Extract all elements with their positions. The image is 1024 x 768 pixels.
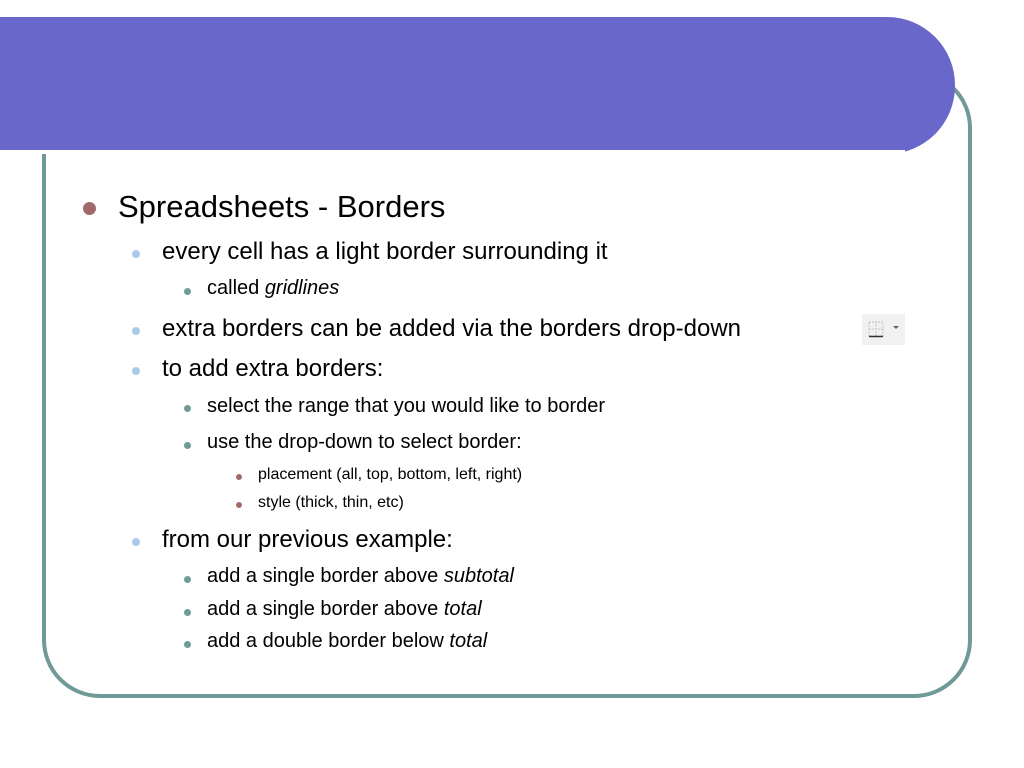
list-item [207, 630, 487, 653]
list-item [258, 466, 522, 484]
list-item-text: add a double border below [207, 630, 450, 652]
list-item-text: called [207, 277, 265, 299]
list-item [207, 277, 339, 300]
list-item-text: use the drop-down to select border: [207, 431, 522, 453]
list-item-text: style (thick, thin, etc) [258, 494, 404, 511]
bullet-marker [184, 442, 191, 449]
bullet-marker [184, 288, 191, 295]
list-item-text: extra borders can be added via the borders drop-down [162, 315, 742, 342]
list-item [162, 315, 741, 343]
list-item [207, 565, 514, 588]
bullet-marker [184, 576, 191, 583]
content-frame [42, 70, 972, 698]
list-item [162, 355, 383, 383]
list-item-text: Spreadsheets - Borders [118, 189, 446, 224]
title-divider [0, 150, 905, 154]
list-item [258, 494, 404, 512]
list-item [207, 598, 482, 621]
list-item [118, 189, 445, 225]
borders-dropdown-icon [862, 314, 905, 345]
title-bar [0, 17, 955, 154]
list-item [207, 431, 522, 454]
bullet-marker [236, 502, 242, 508]
list-item-text: placement (all, top, bottom, left, right) [258, 466, 523, 483]
bullet-marker [132, 367, 140, 375]
bullet-marker [132, 327, 140, 335]
borders-dropdown-button[interactable] [862, 314, 905, 345]
bullet-marker [132, 250, 140, 258]
bullet-marker [184, 641, 191, 648]
bullet-marker [184, 609, 191, 616]
list-item-text: add a single border above [207, 598, 444, 620]
list-item [162, 526, 453, 554]
bullet-marker [184, 405, 191, 412]
list-item-emphasis: subtotal [443, 565, 514, 587]
list-item-text: from our previous example: [162, 526, 453, 553]
list-item-emphasis: total [449, 630, 488, 652]
list-item-text: to add extra borders: [162, 355, 384, 382]
list-item [207, 395, 605, 418]
list-item-text: select the range that you would like to border [207, 395, 606, 417]
list-item-text: every cell has a light border surrounding it [162, 238, 608, 265]
list-item-emphasis: gridlines [264, 277, 340, 299]
bullet-marker [83, 202, 96, 215]
list-item [162, 238, 608, 266]
bullet-marker [236, 474, 242, 480]
list-item-text: add a single border above [207, 565, 444, 587]
list-item-emphasis: total [443, 598, 482, 620]
bullet-marker [132, 538, 140, 546]
